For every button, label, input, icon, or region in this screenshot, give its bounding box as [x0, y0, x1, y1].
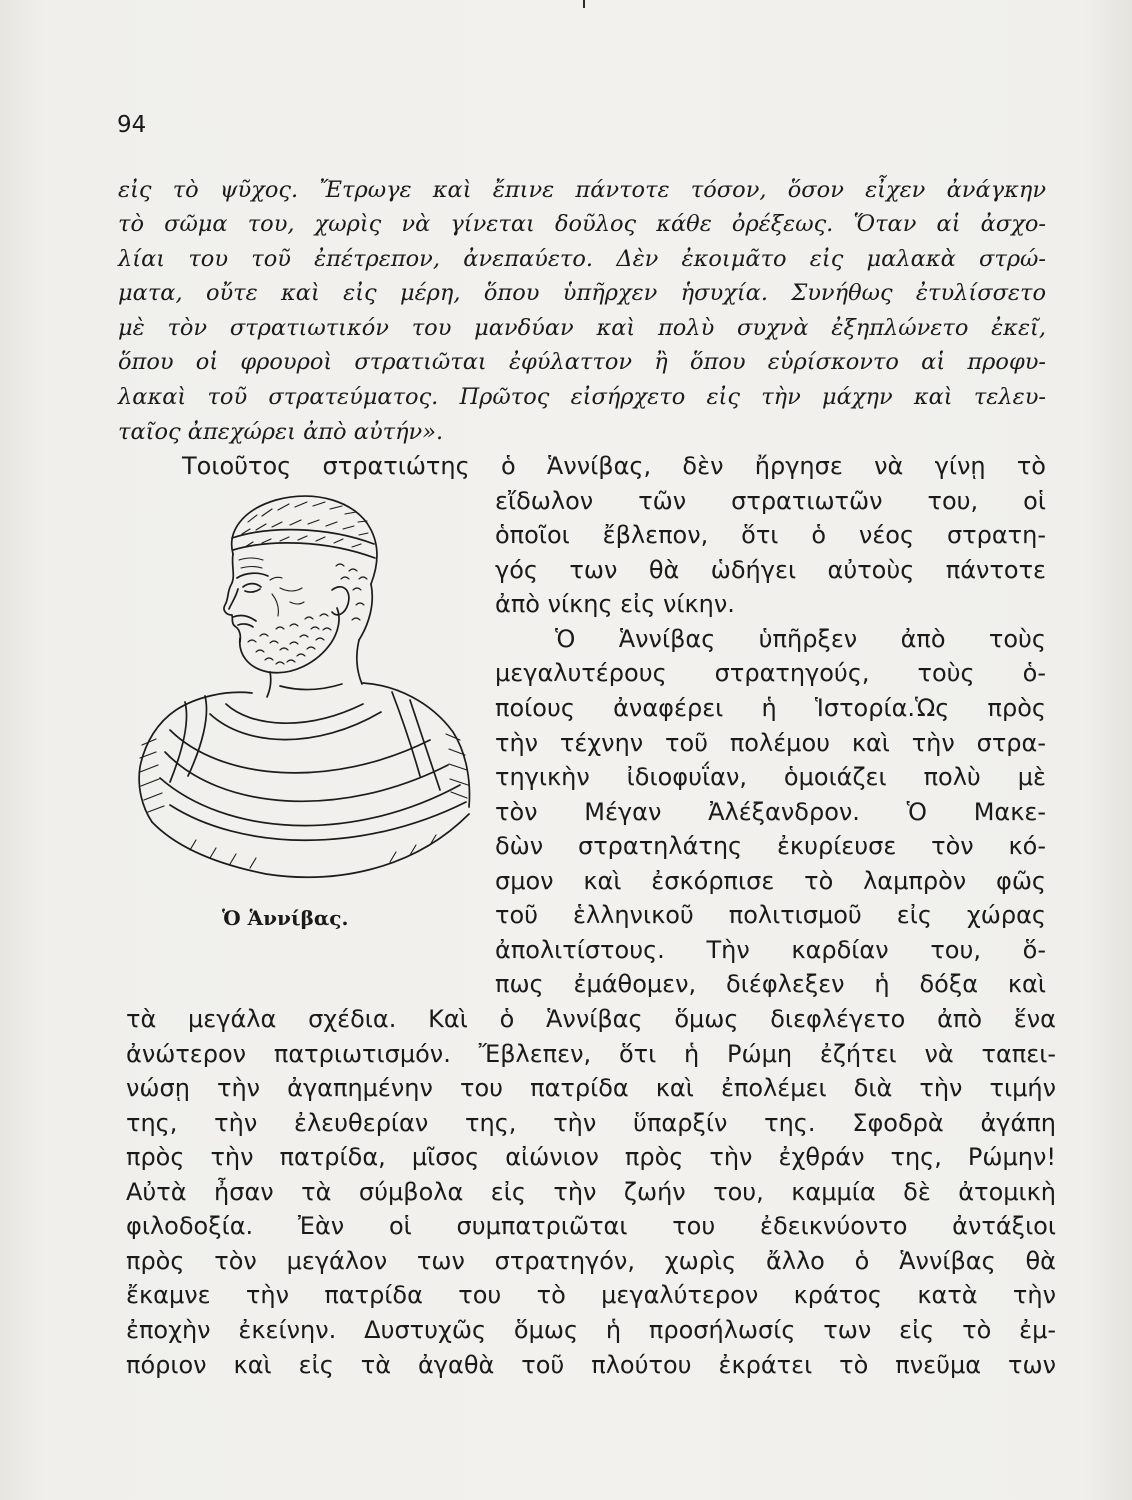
bust-base-edge	[152, 814, 469, 877]
text-line: ἔκαμνε τὴν πατρίδα του τὸ μεγαλύτερον κράτος κατὰ τὴν	[126, 1281, 1056, 1310]
bust-head	[224, 496, 377, 673]
text-column-beside-figure	[495, 484, 1046, 1002]
bust-mustache	[233, 616, 256, 627]
text-line: τοῦ ἑλληνικοῦ πολιτισμοῦ εἰς χώρας	[495, 901, 1046, 930]
page-number: 94	[117, 112, 147, 138]
text-line: της, τὴν ἐλευθερίαν της, τὴν ὕπαρξίν της. Σφοδρὰ ἀγάπη	[126, 1108, 1056, 1137]
quote-line: λίαι του τοῦ ἐπέτρεπον, ἀνεπαύετο. Δὲν ἐκοιμᾶτο εἰς μαλακὰ στρώ-	[118, 245, 1046, 272]
text-line: εἴδωλον τῶν στρατιωτῶν του, οἱ	[495, 486, 1046, 515]
text-line: ἀνώτερον πατριωτισμόν. Ἔβλεπεν, ὅτι ἡ Ρώμη ἐζήτει νὰ ταπει-	[126, 1039, 1056, 1068]
text-line: γός των θὰ ὡδήγει αὐτοὺς πάντοτε	[495, 555, 1046, 584]
bust-ear	[332, 587, 349, 615]
bust-cap-hatching	[242, 502, 368, 547]
bust-collar-fold	[210, 704, 381, 740]
quote-line: ὅπου οἱ φρουροὶ στρατιῶται ἐφύλαττον ἢ ὅπου εὑρίσκοντο αἱ προφυ-	[118, 349, 1046, 376]
figure-caption: Ὁ Ἁννίβας.	[222, 906, 349, 930]
bust-hair-curls	[336, 564, 367, 620]
bust-shoulder-folds	[170, 692, 440, 790]
text-line: σμον καὶ ἐσκόρπισε τὸ λαμπρὸν φῶς	[495, 866, 1046, 895]
bust-cap-outline	[232, 496, 377, 584]
text-line: ἀπολιτίστους. Τὴν καρδίαν του, ὅ-	[495, 935, 1046, 964]
text-line: ἀπὸ νίκης εἰς νίκην.	[495, 590, 735, 619]
text-line: ἐποχὴν ἐκείνην. Δυστυχῶς ὅμως ἡ προσήλωσίς των εἰς τὸ ἐμ-	[126, 1316, 1056, 1345]
quote-line: μὲ τὸν στρατιωτικόν του μανδύαν καὶ πολὺ συχνὰ ἐξηπλώνετο ἐκεῖ,	[118, 314, 1046, 341]
bust-back-of-head	[359, 584, 372, 640]
bust-headband-lower	[233, 543, 375, 558]
text-line: πρὸς τὸν μεγάλον των στρατηγόν, χωρὶς ἄλλο ὁ Ἁννίβας θὰ	[126, 1246, 1056, 1275]
quote-line: λακαὶ τοῦ στρατεύματος. Πρῶτος εἰσήρχετο εἰς τὴν μάχην καὶ τελευ-	[118, 383, 1046, 410]
text-line: μεγαλυτέρους στρατηγούς, τοὺς ὁ-	[495, 659, 1046, 688]
text-line: Τοιοῦτος στρατιώτης ὁ Ἁννίβας, δὲν ἤργησε νὰ γίνῃ τὸ	[182, 452, 1046, 481]
text-line: πως ἐμάθομεν, διέφλεξεν ἡ δόξα καὶ	[495, 970, 1046, 999]
scan-artifact	[583, 0, 585, 8]
text-line: Αὐτὰ ἦσαν τὰ σύμβολα εἰς τὴν ζωήν του, καμμία δὲ ἀτομικὴ	[126, 1177, 1056, 1206]
quote-line: ταῖος ἀπεχώρει ἀπὸ αὐτήν».	[118, 418, 444, 445]
bust-face-profile	[224, 554, 240, 642]
text-line: ὁποῖοι ἔβλεπον, ὅτι ὁ νέος στρατη-	[495, 521, 1046, 550]
text-full-width	[126, 1002, 1056, 1382]
text-line: ποίους ἀναφέρει ἡ Ἱστορία.Ὡς πρὸς	[495, 693, 1046, 722]
bust-cloak-folds	[160, 730, 466, 840]
quote-block	[118, 173, 1046, 449]
bust-drapery	[139, 640, 469, 877]
quote-line: τὸ σῶμα του, χωρὶς νὰ γίνεται δοῦλος κάθε ὀρέξεως. Ὅταν αἱ ἀσχο-	[118, 211, 1046, 238]
text-line: νώσῃ τὴν ἀγαπημένην του πατρίδα καὶ ἐπολέμει διὰ τὴν τιμήν	[126, 1074, 1056, 1103]
text-line: τὸν Μέγαν Ἀλέξανδρον. Ὁ Μακε-	[495, 797, 1046, 826]
text-line: τὰ μεγάλα σχέδια. Καὶ ὁ Ἁννίβας ὅμως διεφλέγετο ἀπὸ ἕνα	[126, 1005, 1056, 1034]
text-line: Ὁ Ἁννίβας ὑπῆρξεν ἀπὸ τοὺς	[555, 624, 1046, 653]
paragraph-lead	[182, 449, 1046, 484]
text-line: πρὸς τὴν πατρίδα, μῖσος αἰώνιον πρὸς τὴν ἐχθράν της, Ρώμην!	[126, 1143, 1056, 1172]
text-line: πόριον καὶ εἰς τὰ ἀγαθὰ τοῦ πλούτου ἐκράτει τὸ πνεῦμα των	[126, 1350, 1056, 1379]
bust-face-lines	[239, 558, 304, 616]
text-line: τὴν τέχνην τοῦ πολέμου καὶ τὴν στρα-	[495, 728, 1046, 757]
text-line: φιλοδοξία. Ἐὰν οἱ συμπατριῶται του ἐδεικνύοντο ἀντάξιοι	[126, 1212, 1056, 1241]
bust-nose	[229, 589, 238, 609]
text-line: τηγικὴν ἰδιοφυΐαν, ὁμοιάζει πολὺ μὲ	[495, 763, 1046, 792]
quote-line: εἰς τὸ ψῦχος. Ἔτρωγε καὶ ἔπινε πάντοτε τόσον, ὅσον εἶχεν ἀνάγκην	[118, 176, 1046, 203]
text-line: δὼν στρατηλάτης ἐκυρίευσε τὸν κό-	[495, 832, 1046, 861]
hannibal-bust-illustration	[130, 490, 475, 885]
bust-eye	[243, 584, 261, 592]
bust-eyebrow	[237, 573, 268, 578]
quote-line: ματα, οὔτε καὶ εἰς μέρη, ὅπου ὑπῆρχεν ἡσυχία. Συνήθως ἐτυλίσσετο	[118, 280, 1046, 307]
